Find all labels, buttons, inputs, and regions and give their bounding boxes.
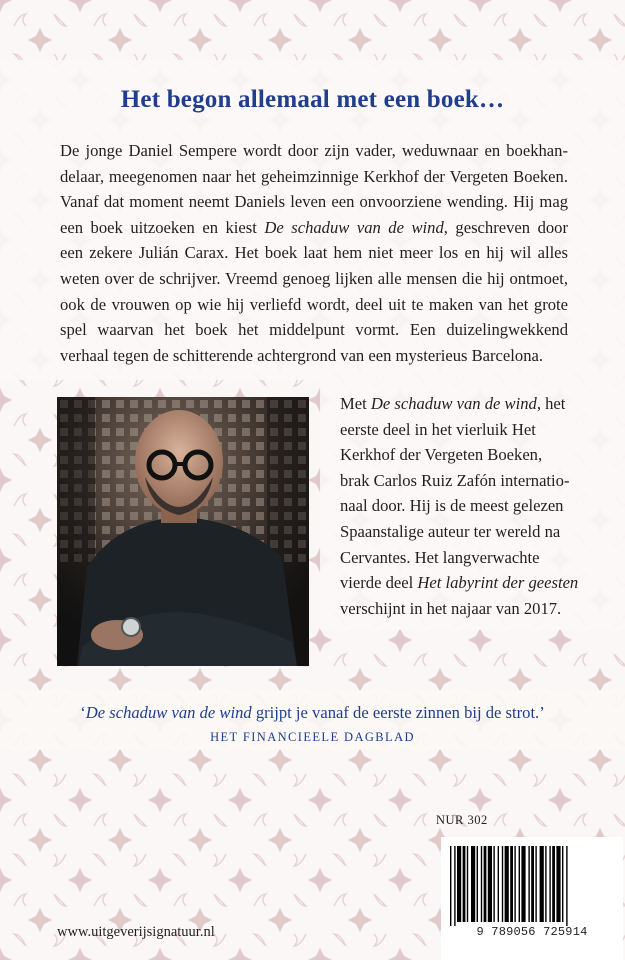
synopsis-line: delaar, meegenomen naar het geheimzinnige Kerkhof der Vergeten Boeken. — [60, 166, 568, 186]
synopsis-text: een boek uitzoeken en kiest — [60, 217, 265, 237]
headline: Het begon allemaal met een boek… — [120, 86, 505, 113]
bio-line: eerste deel in het vierluik Het — [340, 419, 536, 439]
quote-mark: ‘ — [80, 703, 86, 722]
synopsis-line: ook de vrouwen op wie hij verliefd wordt, deel uit te maken van het grote — [60, 294, 568, 314]
isbn-number: 9 789056 725914 — [476, 925, 588, 939]
barcode-bar — [521, 846, 525, 922]
bio-text: Met — [340, 394, 371, 413]
barcode-bar — [510, 846, 513, 922]
nur-code: NUR 302 — [436, 813, 488, 827]
barcode-bar — [481, 846, 482, 922]
barcode-bar — [535, 846, 536, 922]
synopsis-line: weten over de schrijver. Vreemd genoeg lijken alle mensen die hij ontmoet, — [60, 268, 568, 288]
barcode-bar — [471, 846, 475, 922]
quote-source: HET FINANCIEELE DAGBLAD — [210, 730, 415, 744]
barcode-bar — [463, 846, 466, 922]
barcode-bar — [562, 846, 563, 922]
bio-line: Spaanstalige auteur ter wereld na — [340, 521, 561, 541]
synopsis-line: een zekere Julián Carax. Het boek laat hem niet meer los en hij wil alles — [60, 243, 568, 263]
bio-line: Cervantes. Het langverwachte — [340, 547, 540, 567]
quote-text: grijpt je vanaf de eerste zinnen bij de strot.’ — [251, 703, 545, 722]
bio-line: naal door. Hij is de meest gelezen — [340, 496, 564, 516]
barcode-bar — [566, 846, 567, 926]
barcode-bar — [493, 846, 494, 922]
barcode-bar — [545, 846, 546, 922]
barcode-bar — [454, 846, 455, 926]
bio-line — [340, 391, 572, 417]
barcode-bar — [552, 846, 555, 922]
author-bio — [340, 391, 579, 621]
book-title-italic: De schaduw van de wind — [264, 217, 444, 237]
book-title-italic: Het labyrint der geesten — [417, 573, 579, 593]
book-title-italic: De schaduw van de wind — [370, 394, 537, 413]
barcode-bar — [540, 846, 544, 922]
book-title-italic: De schaduw van de wind — [85, 703, 252, 722]
barcode-bars — [450, 846, 614, 926]
barcode-bar — [549, 846, 550, 922]
barcode-bar — [528, 846, 529, 922]
barcode-bar — [477, 846, 478, 922]
bio-line — [340, 570, 579, 596]
synopsis-line: Vanaf dat moment neemt Daniels leven een onvoorziene wending. Hij mag — [60, 192, 568, 212]
publisher-website: www.uitgeverijsignatuur.nl — [57, 924, 215, 940]
barcode-bar — [514, 846, 515, 922]
synopsis-line: De jonge Daniel Sempere wordt door zijn vader, weduwnaar en boekhan- — [60, 141, 568, 160]
author-photo — [57, 397, 309, 666]
bio-line: brak Carlos Ruiz Zafón internatio- — [340, 470, 570, 490]
barcode-bar — [467, 846, 468, 922]
barcode-bar — [531, 846, 534, 922]
barcode-bar — [498, 846, 499, 922]
synopsis-line — [60, 215, 568, 241]
bio-line: verschijnt in het najaar van 2017. — [340, 598, 562, 618]
barcode-bar — [488, 846, 492, 922]
bio-line: Kerkhof der Vergeten Boeken, — [340, 445, 543, 465]
barcode-bar — [519, 846, 520, 922]
isbn-barcode — [441, 837, 623, 960]
barcode-bar — [505, 846, 509, 922]
press-quote — [0, 703, 625, 723]
bio-text: vierde deel — [340, 573, 418, 593]
barcode-bar — [484, 846, 487, 922]
barcode-bar — [502, 846, 503, 922]
barcode-bar — [450, 846, 451, 926]
bio-text: , het — [536, 394, 566, 413]
synopsis-line: spel waarvan het boek het middelpunt vormt. Een duizelingwekkend — [60, 320, 568, 340]
synopsis-text: , geschreven door — [443, 217, 568, 237]
barcode-bar — [556, 846, 560, 922]
synopsis-line: verhaal tegen de schitterende achtergrond van een mysterieus Barcelona. — [60, 345, 544, 365]
synopsis-paragraph — [60, 138, 568, 368]
barcode-bar — [457, 846, 461, 922]
